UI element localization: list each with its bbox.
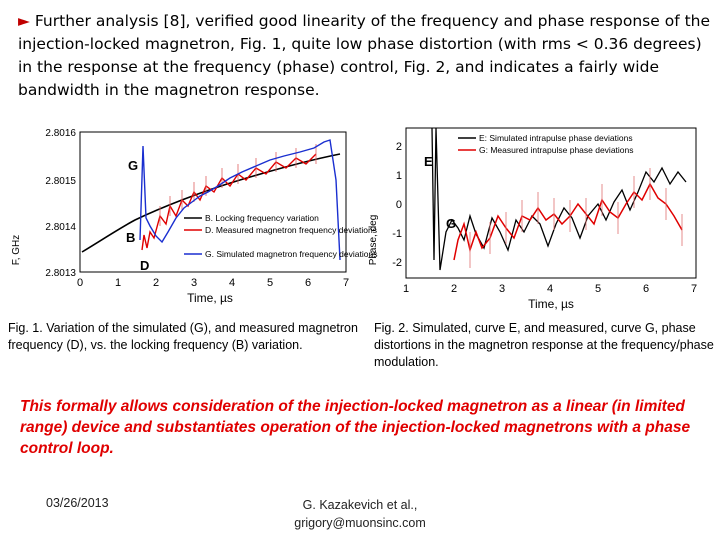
fig1-xtick: 1 <box>114 277 122 289</box>
figure-2-phase-plot <box>366 120 710 310</box>
fig1-legend-g: G. Simulated magnetron frequency deviations <box>205 249 378 259</box>
bullet-arrow-icon: ► <box>18 12 30 30</box>
fig1-ytick: 2.8015 <box>45 176 76 187</box>
fig2-ytick: 0 <box>395 199 402 211</box>
fig1-ytick: 2.8014 <box>45 222 76 233</box>
fig2-xtick: 1 <box>402 283 410 295</box>
fig2-ytick: -2 <box>392 257 402 269</box>
fig2-ytick-labels <box>392 141 402 269</box>
fig2-xtick: 3 <box>498 283 506 295</box>
fig1-xtick-labels <box>77 277 349 289</box>
fig2-ytick: -1 <box>392 228 402 240</box>
fig1-xtick: 4 <box>228 277 236 289</box>
fig1-legend-d: D. Measured magnetron frequency deviations <box>205 225 377 235</box>
figure-2-caption: Fig. 2. Simulated, curve E, and measured, curve G, phase distortions in the magnetron response at the frequency/phase modulation. <box>374 321 714 369</box>
fig1-legend-b: B. Locking frequency variation <box>205 213 319 223</box>
fig1-xtick: 5 <box>266 277 274 289</box>
fig2-xtick: 7 <box>690 283 698 295</box>
fig1-ytick: 2.8016 <box>45 128 76 139</box>
footer-author-block <box>262 496 458 532</box>
fig1-xtick: 0 <box>76 277 84 289</box>
footer-author: G. Kazakevich et al., <box>302 498 418 512</box>
fig1-xtick: 6 <box>304 277 312 289</box>
fig2-xtick: 6 <box>642 283 650 295</box>
fig2-ylabel: Phase, deg <box>368 214 379 266</box>
fig2-xtick: 5 <box>594 283 602 295</box>
footer-email: grigory@muonsinc.com <box>294 516 426 530</box>
fig1-xtick: 7 <box>342 277 350 289</box>
fig1-xlabel: Time, µs <box>187 291 233 305</box>
fig1-curve-label-g: G <box>128 158 139 173</box>
fig2-xtick: 2 <box>450 283 458 295</box>
footer-date: 03/26/2013 <box>46 496 109 510</box>
fig1-curve-label-b: B <box>126 230 136 245</box>
fig1-xtick: 2 <box>152 277 160 289</box>
fig1-ylabel: F, GHz <box>11 234 22 266</box>
fig2-curve-label-e: E <box>424 154 433 169</box>
fig2-ytick: 2 <box>395 141 402 153</box>
fig1-ytick-labels <box>45 128 76 279</box>
fig1-curve-label-d: D <box>140 258 150 273</box>
fig1-xtick: 3 <box>190 277 198 289</box>
fig1-ytick: 2.8013 <box>45 268 76 279</box>
figure-1-caption: Fig. 1. Variation of the simulated (G), and measured magnetron frequency (D), vs. the locking frequency (B) variation. <box>8 321 358 352</box>
intro-text: Further analysis [8], verified good linearity of the frequency and phase response of the injection-locked magnetron, Fig. 1, quite low phase distortion (with rms < 0.36 degrees) in the response at the frequency (phase) control, Fig. 2, and indicates a fairly wide bandwidth in the magnetron response. <box>18 12 711 99</box>
fig2-xtick-labels <box>403 283 697 295</box>
fig2-xtick: 4 <box>546 283 554 295</box>
fig2-xlabel: Time, µs <box>528 297 574 311</box>
intro-paragraph <box>18 10 718 102</box>
conclusion-text: This formally allows consideration of the injection-locked magnetron as a linear (in limited range) device and substantiates operation of the injection-locked magnetrons with a phase control loop. <box>20 398 691 457</box>
fig2-curve-label-g: G <box>446 216 457 231</box>
fig2-legend-e: E: Simulated intrapulse phase deviations <box>479 133 633 143</box>
fig2-ytick: 1 <box>395 170 402 182</box>
fig2-legend-g: G: Measured intrapulse phase deviations <box>479 145 634 155</box>
